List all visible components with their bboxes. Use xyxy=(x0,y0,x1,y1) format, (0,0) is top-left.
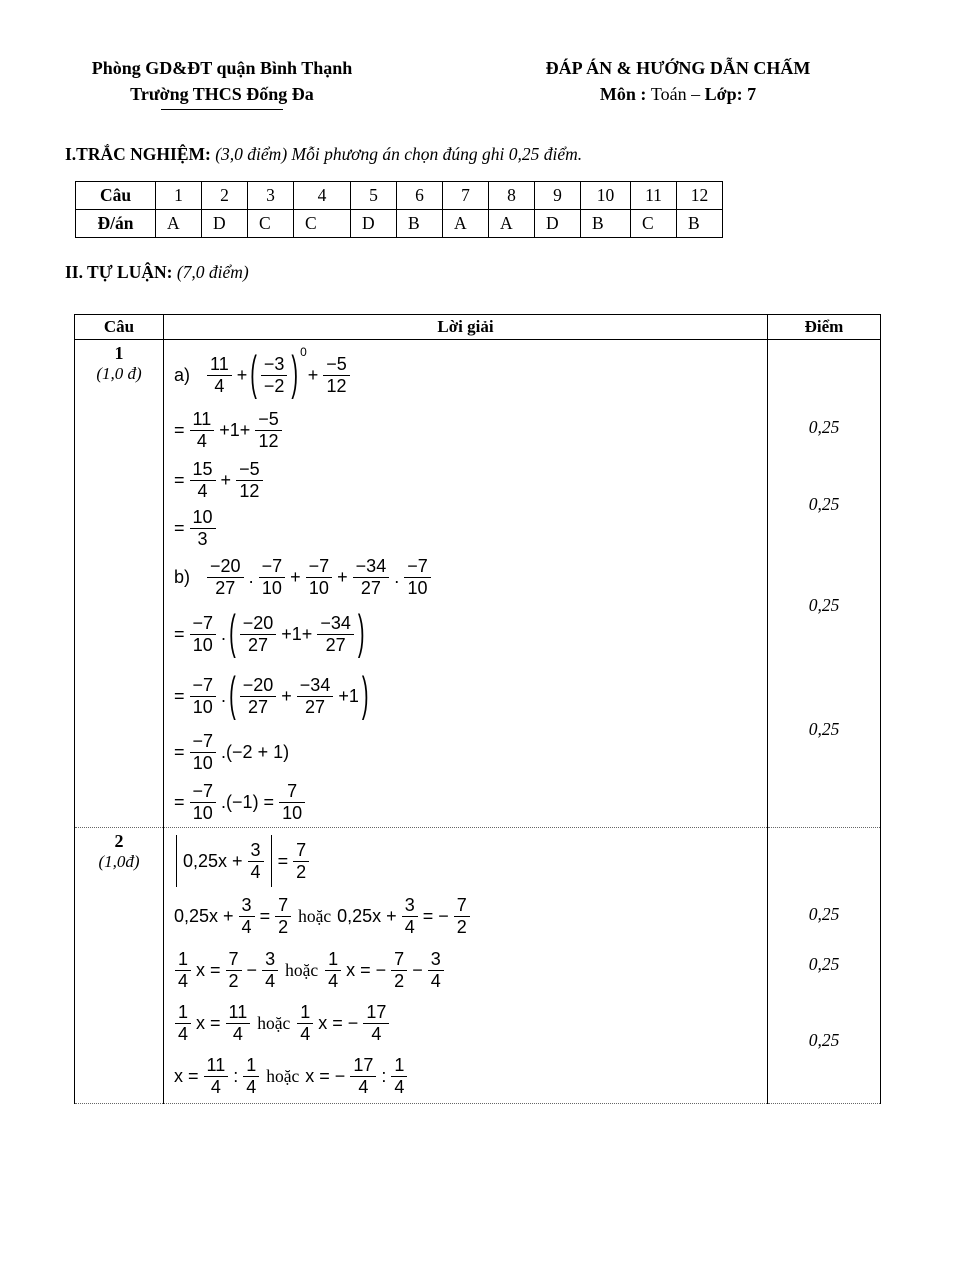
doc-title: ĐÁP ÁN & HƯỚNG DẪN CHẤM xyxy=(545,58,811,78)
col-header-solution: Lời giải xyxy=(164,315,768,340)
math-text: b) xyxy=(174,566,191,587)
section1-note: (3,0 điểm) Mỗi phương án chọn đúng ghi 0,25 điểm. xyxy=(210,144,583,165)
numerator: 7 xyxy=(226,949,242,970)
numerator: 7 xyxy=(454,895,470,916)
numerator: 1 xyxy=(243,1055,259,1076)
score-value: 0,25 xyxy=(808,904,840,925)
essay-header-row xyxy=(75,315,881,340)
math-text: x = − xyxy=(305,1065,346,1086)
denominator: 3 xyxy=(197,528,208,549)
col-header-score: Điểm xyxy=(768,315,881,340)
numerator: −7 xyxy=(190,675,217,696)
solution-cell xyxy=(164,828,768,1104)
denominator: 2 xyxy=(394,970,405,991)
denominator: 4 xyxy=(210,1076,221,1097)
math-text: + xyxy=(337,566,348,587)
quiz-answer: B xyxy=(677,210,723,238)
exponent: 0 xyxy=(300,345,307,360)
denominator: 4 xyxy=(300,1023,311,1044)
section2-note: (7,0 điểm) xyxy=(172,262,249,283)
denominator: 27 xyxy=(215,577,236,598)
fraction xyxy=(323,354,350,395)
math-text: − xyxy=(412,959,423,980)
quiz-answer: D xyxy=(535,210,581,238)
fraction xyxy=(306,556,333,597)
numerator: −7 xyxy=(190,781,217,802)
math-text: = xyxy=(259,905,271,926)
numerator: −34 xyxy=(297,675,334,696)
numerator: 1 xyxy=(391,1055,407,1076)
numerator: −7 xyxy=(259,556,286,577)
numerator: 11 xyxy=(204,1055,229,1076)
math-text: = xyxy=(174,623,185,644)
math-text: = xyxy=(174,517,185,538)
score-value: 0,25 xyxy=(808,1030,840,1051)
numerator: 7 xyxy=(391,949,407,970)
quiz-question-number: 3 xyxy=(248,182,294,210)
quiz-question-number: 1 xyxy=(156,182,202,210)
quiz-question-number: 12 xyxy=(677,182,723,210)
solution-line xyxy=(172,603,763,665)
essay-solution-table xyxy=(74,314,881,1104)
denominator: 4 xyxy=(430,970,441,991)
math-text: + xyxy=(236,364,248,385)
numerator: 1 xyxy=(325,949,341,970)
question-cell xyxy=(75,828,164,1104)
fraction xyxy=(240,675,277,716)
denominator: 4 xyxy=(250,861,261,882)
math-text: + xyxy=(220,469,232,490)
fraction xyxy=(454,895,470,936)
numerator: 17 xyxy=(350,1055,376,1076)
fraction xyxy=(190,675,217,716)
numerator: 11 xyxy=(207,354,232,375)
denominator: 4 xyxy=(404,916,415,937)
solution-line xyxy=(172,665,763,727)
math-text: = − xyxy=(422,905,449,926)
section2-heading xyxy=(65,262,935,283)
section2-title: II. TỰ LUẬN: xyxy=(65,262,173,283)
quiz-row-answers xyxy=(76,210,723,238)
quiz-answer: B xyxy=(397,210,443,238)
fraction xyxy=(297,1002,313,1043)
solution-line xyxy=(172,997,763,1049)
page-header xyxy=(65,56,935,110)
fraction xyxy=(175,1002,191,1043)
denominator: 4 xyxy=(196,430,207,451)
numerator: −7 xyxy=(190,731,217,752)
fraction xyxy=(190,459,216,500)
numerator: −5 xyxy=(255,409,282,430)
solution-line xyxy=(172,889,763,943)
multiple-choice-answer-table xyxy=(75,181,723,238)
question-points: (1,0đ) xyxy=(98,852,140,872)
quiz-question-number: 4 xyxy=(294,182,351,210)
fraction xyxy=(190,781,217,822)
numerator: −20 xyxy=(240,675,277,696)
fraction xyxy=(297,675,334,716)
big-paren: ) 0 xyxy=(291,345,307,401)
math-text: = xyxy=(174,791,185,812)
denominator: 10 xyxy=(282,802,303,823)
word-hoac: hoặc xyxy=(285,959,319,980)
math-text: x = − xyxy=(318,1012,359,1033)
numerator: 11 xyxy=(190,409,215,430)
denominator: 4 xyxy=(241,916,252,937)
question-points: (1,0 đ) xyxy=(96,364,142,384)
question-number: 1 xyxy=(114,343,124,364)
math-text: + xyxy=(281,685,292,706)
subject-line xyxy=(463,82,893,108)
math-text: 0,25x + xyxy=(174,905,234,926)
quiz-answer: A xyxy=(443,210,489,238)
numerator: −20 xyxy=(240,613,277,634)
quiz-label-dan: Đ/án xyxy=(76,210,156,238)
numerator: 3 xyxy=(248,840,264,861)
big-paren: ( xyxy=(229,670,236,722)
fraction xyxy=(293,840,309,881)
denominator: 12 xyxy=(239,480,260,501)
denominator: 10 xyxy=(308,577,329,598)
math-text: : xyxy=(233,1065,239,1086)
denominator: 4 xyxy=(214,375,225,396)
math-text: + xyxy=(307,364,319,385)
quiz-answer: C xyxy=(294,210,351,238)
quiz-answer: A xyxy=(156,210,202,238)
org-name: Phòng GD&ĐT quận Bình Thạnh xyxy=(91,58,353,78)
numerator: −3 xyxy=(261,354,288,375)
quiz-question-number: 11 xyxy=(631,182,677,210)
fraction xyxy=(243,1055,259,1096)
fraction xyxy=(350,1055,376,1096)
word-hoac: hoặc xyxy=(266,1065,300,1086)
math-text: = xyxy=(174,685,185,706)
big-paren: ) xyxy=(357,608,365,660)
quiz-question-number: 8 xyxy=(489,182,535,210)
quiz-answer: A xyxy=(489,210,535,238)
quiz-row-numbers xyxy=(76,182,723,210)
solution-line xyxy=(172,727,763,777)
numerator: −34 xyxy=(353,556,390,577)
big-paren: ( xyxy=(250,349,257,401)
solution-line xyxy=(172,405,763,455)
denominator: 10 xyxy=(192,634,213,655)
numerator: 3 xyxy=(402,895,418,916)
math-text: . xyxy=(221,685,227,706)
section1-heading xyxy=(65,144,935,165)
fraction xyxy=(226,949,242,990)
math-text: = xyxy=(174,419,185,440)
denominator: 12 xyxy=(258,430,279,451)
quiz-label-cau: Câu xyxy=(76,182,156,210)
math-text: . xyxy=(248,566,254,587)
numerator: 3 xyxy=(239,895,255,916)
org-block xyxy=(89,56,355,110)
quiz-answer: C xyxy=(631,210,677,238)
numerator: 1 xyxy=(175,949,191,970)
fraction xyxy=(261,354,288,395)
numerator: −34 xyxy=(317,613,354,634)
math-text: x = xyxy=(196,959,221,980)
score-value: 0,25 xyxy=(808,494,840,515)
denominator: 27 xyxy=(360,577,381,598)
fraction xyxy=(275,895,291,936)
quiz-answer: B xyxy=(581,210,631,238)
fraction xyxy=(255,409,282,450)
numerator: 1 xyxy=(297,1002,313,1023)
denominator: 4 xyxy=(178,970,189,991)
math-text: = xyxy=(277,850,289,871)
fraction xyxy=(190,731,217,772)
math-text: = xyxy=(174,741,185,762)
numerator: −7 xyxy=(404,556,431,577)
numerator: 10 xyxy=(190,507,216,528)
score-value: 0,25 xyxy=(808,719,840,740)
score-value: 0,25 xyxy=(808,417,840,438)
denominator: 4 xyxy=(265,970,276,991)
denominator: 4 xyxy=(371,1023,382,1044)
big-paren: ) xyxy=(361,670,369,722)
fraction xyxy=(325,949,341,990)
fraction xyxy=(391,949,407,990)
fraction xyxy=(190,613,217,654)
denominator: 12 xyxy=(326,375,347,396)
solution-line xyxy=(172,943,763,997)
quiz-answer: D xyxy=(202,210,248,238)
math-text: . xyxy=(221,623,227,644)
quiz-question-number: 9 xyxy=(535,182,581,210)
abs-bar xyxy=(271,835,272,887)
denominator: 10 xyxy=(261,577,282,598)
fraction xyxy=(207,556,244,597)
numerator: 17 xyxy=(363,1002,389,1023)
math-text: +1 xyxy=(338,685,359,706)
fraction xyxy=(236,459,263,500)
big-paren: ( xyxy=(229,608,236,660)
school-underline-rule xyxy=(161,109,283,110)
math-text: . xyxy=(394,566,400,587)
denominator: 10 xyxy=(192,802,213,823)
numerator: −5 xyxy=(236,459,263,480)
score-cell xyxy=(768,828,881,1104)
math-text: a) xyxy=(174,364,191,385)
quiz-answer: C xyxy=(248,210,294,238)
school-name: Trường THCS Đống Đa xyxy=(130,83,314,104)
numerator: 11 xyxy=(226,1002,251,1023)
fraction xyxy=(317,613,354,654)
section1-title: I.TRẮC NGHIỆM: xyxy=(65,144,211,165)
fraction xyxy=(175,949,191,990)
math-text: x = xyxy=(174,1065,199,1086)
fraction xyxy=(248,840,264,881)
fraction xyxy=(259,556,286,597)
denominator: 2 xyxy=(278,916,289,937)
quiz-answer: D xyxy=(351,210,397,238)
question-cell xyxy=(75,340,164,828)
fraction xyxy=(239,895,255,936)
solution-line xyxy=(172,833,763,889)
score-value: 0,25 xyxy=(808,954,840,975)
numerator: 7 xyxy=(279,781,305,802)
score-value: 0,25 xyxy=(808,595,840,616)
solution-cell xyxy=(164,340,768,828)
math-text: : xyxy=(381,1065,387,1086)
solution-line xyxy=(172,1049,763,1103)
numerator: −5 xyxy=(323,354,350,375)
score-cell xyxy=(768,340,881,828)
math-text: +1+ xyxy=(219,419,251,440)
quiz-question-number: 10 xyxy=(581,182,631,210)
math-text: x = xyxy=(196,1012,221,1033)
math-text: .(−1) = xyxy=(221,791,275,812)
numerator: −7 xyxy=(306,556,333,577)
fraction xyxy=(363,1002,389,1043)
denominator: 2 xyxy=(296,861,307,882)
math-text: − xyxy=(246,959,258,980)
numerator: 3 xyxy=(428,949,444,970)
denominator: 10 xyxy=(192,696,213,717)
denominator: 27 xyxy=(305,696,326,717)
fraction xyxy=(404,556,431,597)
math-text: .(−2 + 1) xyxy=(221,741,290,762)
fraction xyxy=(353,556,390,597)
solution-line xyxy=(172,345,763,405)
question-number: 2 xyxy=(114,831,124,852)
math-text: +1+ xyxy=(281,623,313,644)
denominator: 27 xyxy=(247,696,269,717)
numerator: 15 xyxy=(190,459,216,480)
subject-value: Toán – xyxy=(650,83,705,104)
numerator: 3 xyxy=(262,949,278,970)
numerator: −20 xyxy=(207,556,244,577)
subject-label: Môn : xyxy=(599,83,651,104)
denominator: 10 xyxy=(192,752,213,773)
denominator: 2 xyxy=(228,970,239,991)
essay-row-question-1 xyxy=(75,340,881,828)
denominator: 2 xyxy=(456,916,467,937)
math-text: 0,25x + xyxy=(337,905,397,926)
denominator: 4 xyxy=(197,480,208,501)
fraction xyxy=(391,1055,407,1096)
fraction xyxy=(204,1055,229,1096)
fraction xyxy=(240,613,277,654)
math-text: = xyxy=(174,469,185,490)
denominator: 4 xyxy=(178,1023,189,1044)
math-text: + xyxy=(290,566,301,587)
denominator: 10 xyxy=(407,577,428,598)
denominator: 27 xyxy=(325,634,346,655)
numerator: 7 xyxy=(293,840,309,861)
quiz-question-number: 7 xyxy=(443,182,489,210)
solution-line xyxy=(172,551,763,603)
fraction xyxy=(402,895,418,936)
math-text: x = − xyxy=(346,959,387,980)
numerator: 1 xyxy=(175,1002,191,1023)
solution-line xyxy=(172,777,763,827)
abs-bar xyxy=(176,835,177,887)
fraction xyxy=(207,354,232,395)
math-text: 0,25x + xyxy=(183,850,243,871)
numerator: −7 xyxy=(190,613,217,634)
fraction xyxy=(190,507,216,548)
denominator: 4 xyxy=(358,1076,369,1097)
fraction xyxy=(226,1002,251,1043)
word-hoac: hoặc xyxy=(257,1012,291,1033)
denominator: 4 xyxy=(328,970,339,991)
quiz-question-number: 2 xyxy=(202,182,248,210)
solution-line xyxy=(172,455,763,505)
col-header-question: Câu xyxy=(75,315,164,340)
grade-label: Lớp: 7 xyxy=(704,83,757,104)
word-hoac: hoặc xyxy=(298,905,332,926)
fraction xyxy=(279,781,305,822)
numerator: 7 xyxy=(275,895,291,916)
fraction xyxy=(428,949,444,990)
solution-line xyxy=(172,505,763,551)
denominator: −2 xyxy=(263,375,285,396)
denominator: 27 xyxy=(247,634,269,655)
quiz-question-number: 5 xyxy=(351,182,397,210)
denominator: 4 xyxy=(232,1023,243,1044)
essay-row-question-2 xyxy=(75,828,881,1104)
fraction xyxy=(262,949,278,990)
quiz-question-number: 6 xyxy=(397,182,443,210)
title-block xyxy=(463,56,893,107)
denominator: 4 xyxy=(394,1076,405,1097)
denominator: 4 xyxy=(246,1076,257,1097)
fraction xyxy=(190,409,215,450)
